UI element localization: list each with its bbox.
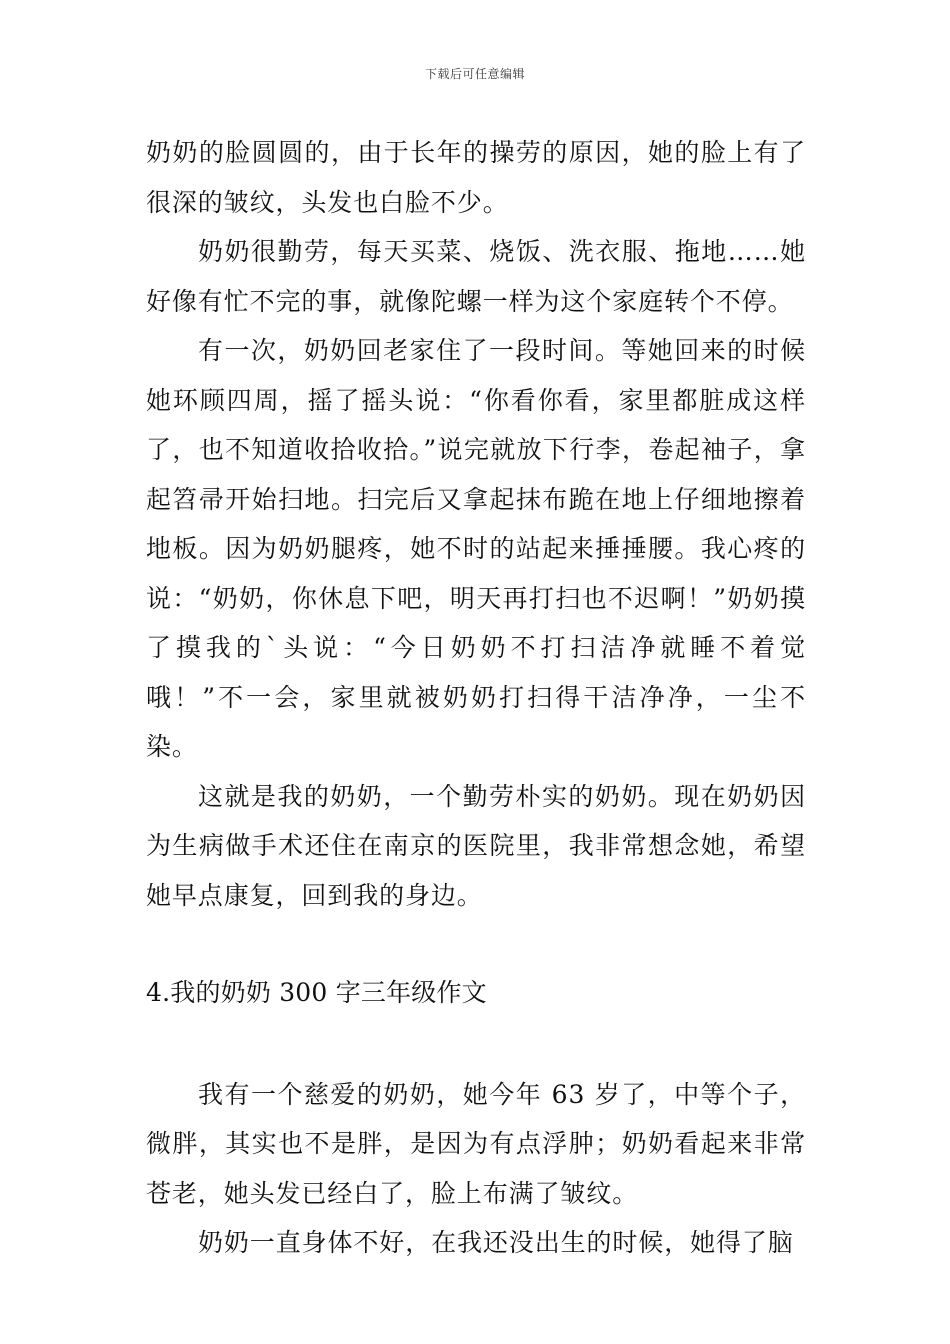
paragraph-health: 奶奶一直身体不好，在我还没出生的时候，她得了脑 [198, 1228, 794, 1257]
page-header-note: 下载后可任意编辑 [424, 67, 525, 81]
section-heading: 4.我的奶奶 300 字三年级作文 [146, 978, 487, 1007]
paragraph-conclusion: 这就是我的奶奶，一个勤劳朴实的奶奶。现在奶奶因为生病做手术还住在南京的医院里，我非常想念她，希望她早点康复，回到我的身边。 [146, 781, 806, 910]
paragraph-kind-grandma: 我有一个慈爱的奶奶，她今年 63 岁了，中等个子，微胖，其实也不是胖，是因为有点浮肿；奶奶看起来非常苍老，她头发已经白了，脸上布满了皱纹。 [146, 1079, 806, 1208]
paragraph-face-description: 奶奶的脸圆圆的，由于长年的操劳的原因，她的脸上有了很深的皱纹，头发也白脸不少。 [146, 138, 806, 217]
paragraph-cleaning-story: 有一次，奶奶回老家住了一段时间。等她回来的时候她环顾四周，摇了摇头说：“你看你看，家里都脏成这样了，也不知道收拾收拾。”说完就放下行李，卷起袖子，拿起笤帚开始扫地。扫完后又拿起抹布跪在地上仔细地擦着地板。因为奶奶腿疼，她不时的站起来捶捶腰。我心疼的说：“奶奶，你休息下吧，明天再打扫也不迟啊！”奶奶摸了摸我的`头说：“今日奶奶不打扫洁净就睡不着觉哦！”不一会，家里就被奶奶打扫得干洁净净，一尘不染。 [146, 336, 806, 761]
section-spacer-after-heading [146, 1018, 806, 1070]
section-spacer [146, 920, 806, 968]
paragraph-hardworking: 奶奶很勤劳，每天买菜、烧饭、洗衣服、拖地……她好像有忙不完的事，就像陀螺一样为这个家庭转个不停。 [146, 237, 806, 316]
document-body [146, 128, 806, 1268]
